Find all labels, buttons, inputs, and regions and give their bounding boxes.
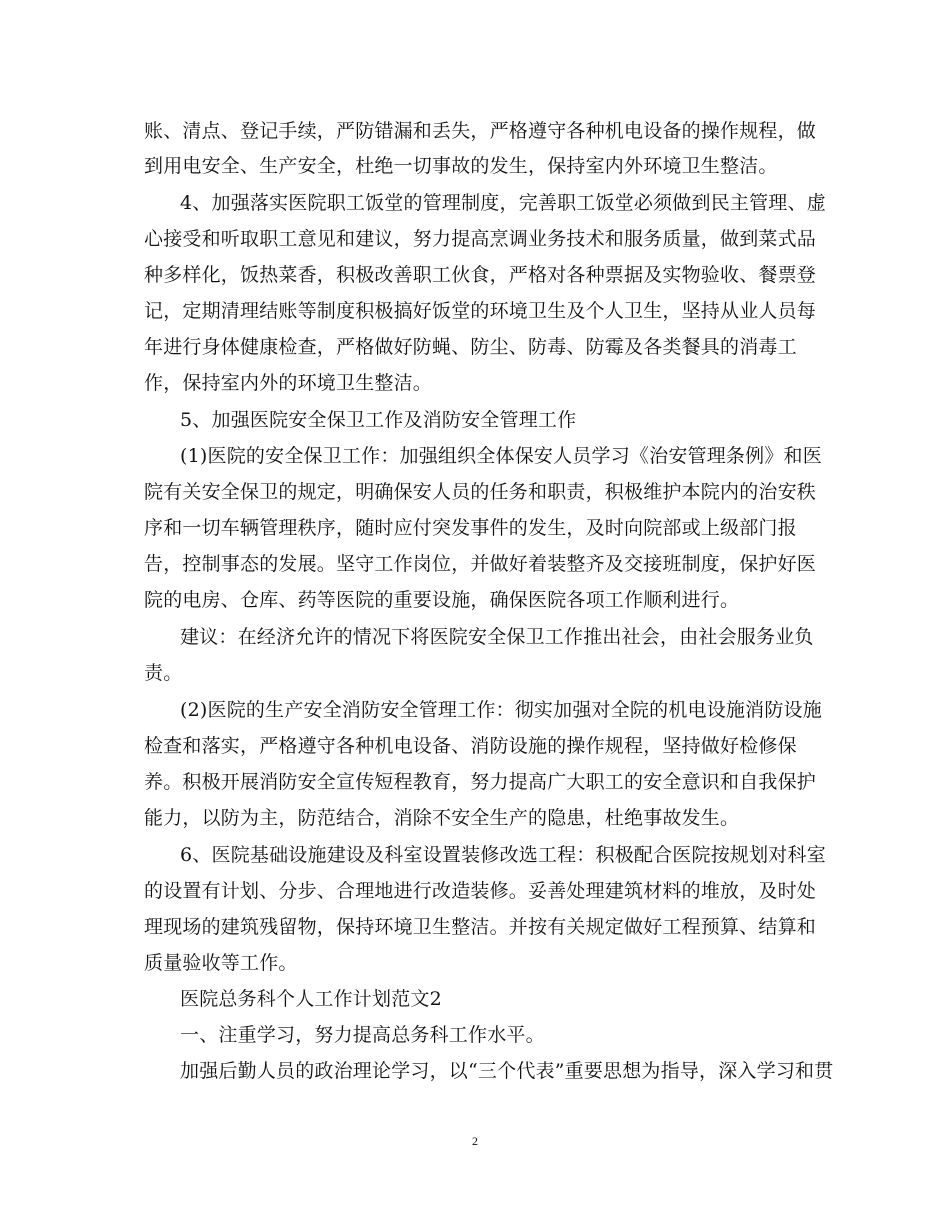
text-line: 到用电安全、生产安全，杜绝一切事故的发生，保持室内外环境卫生整洁。: [144, 155, 778, 177]
text-line: 的设置有计划、分步、合理地进行改造装修。妥善处理建筑材料的堆放，及时处: [144, 880, 817, 902]
text-line: 理现场的建筑残留物，保持环境卫生整洁。并按有关规定做好工程预算、结算和: [144, 916, 817, 938]
text-line: 建议：在经济允许的情况下将医院安全保卫工作推出社会，由社会服务业负: [180, 626, 814, 648]
text-line: 院有关安全保卫的规定，明确保安人员的任务和职责，积极维护本院内的治安秩: [144, 481, 817, 503]
text-line: 院的电房、仓库、药等医院的重要设施，确保医院各项工作顺利进行。: [144, 589, 740, 611]
text-line: (2)医院的生产安全消防安全管理工作：彻实加强对全院的机电设施消防设施: [180, 699, 822, 721]
text-line: 加强后勤人员的政治理论学习，以“三个代表”重要思想为指导，深入学习和贯: [180, 1060, 834, 1082]
text-line: 告，控制事态的发展。坚守工作岗位，并做好着装整齐及交接班制度，保护好医: [144, 553, 817, 575]
text-line: 6、医院基础设施建设及科室设置装修改选工程：积极配合医院按规划对科室: [180, 844, 826, 866]
text-line: 5、加强医院安全保卫工作及消防安全管理工作: [180, 409, 577, 431]
text-line: 序和一切车辆管理秩序，随时应付突发事件的发生，及时向院部或上级部门报: [144, 517, 797, 539]
text-line: 质量验收等工作。: [144, 952, 298, 974]
text-line: 检查和落实，严格遵守各种机电设备、消防设施的操作规程，坚持做好检修保: [144, 735, 797, 757]
text-line: 责。: [144, 662, 183, 684]
section-subheading: 一、注重学习，努力提高总务科工作水平。: [180, 1024, 545, 1046]
text-line: 记，定期清理结账等制度积极搞好饭堂的环境卫生及个人卫生，坚持从业人员每: [144, 300, 817, 322]
text-line: 4、加强落实医院职工饭堂的管理制度，完善职工饭堂必须做到民主管理、虚: [180, 192, 826, 214]
page-number: 2: [472, 1134, 478, 1148]
text-line: 养。积极开展消防安全宣传短程教育，努力提高广大职工的安全意识和自我保护: [144, 771, 817, 793]
text-line: 年进行身体健康检查，严格做好防蝇、防尘、防毒、防霉及各类餐具的消毒工: [144, 336, 797, 358]
text-line: 能力，以防为主，防范结合，消除不安全生产的隐患，杜绝事故发生。: [144, 807, 740, 829]
text-line: 账、清点、登记手续，严防错漏和丢失，严格遵守各种机电设备的操作规程，做: [144, 120, 817, 142]
text-line: 心接受和听取职工意见和建议，努力提高烹调业务技术和服务质量，做到菜式品: [144, 228, 817, 250]
text-line: 种多样化，饭热菜香，积极改善职工伙食，严格对各种票据及实物验收、餐票登: [144, 264, 817, 286]
text-line: (1)医院的安全保卫工作：加强组织全体保安人员学习《治安管理条例》和医: [180, 445, 822, 467]
section-heading: 医院总务科个人工作计划范文2: [180, 988, 442, 1010]
text-line: 作，保持室内外的环境卫生整洁。: [144, 372, 433, 394]
